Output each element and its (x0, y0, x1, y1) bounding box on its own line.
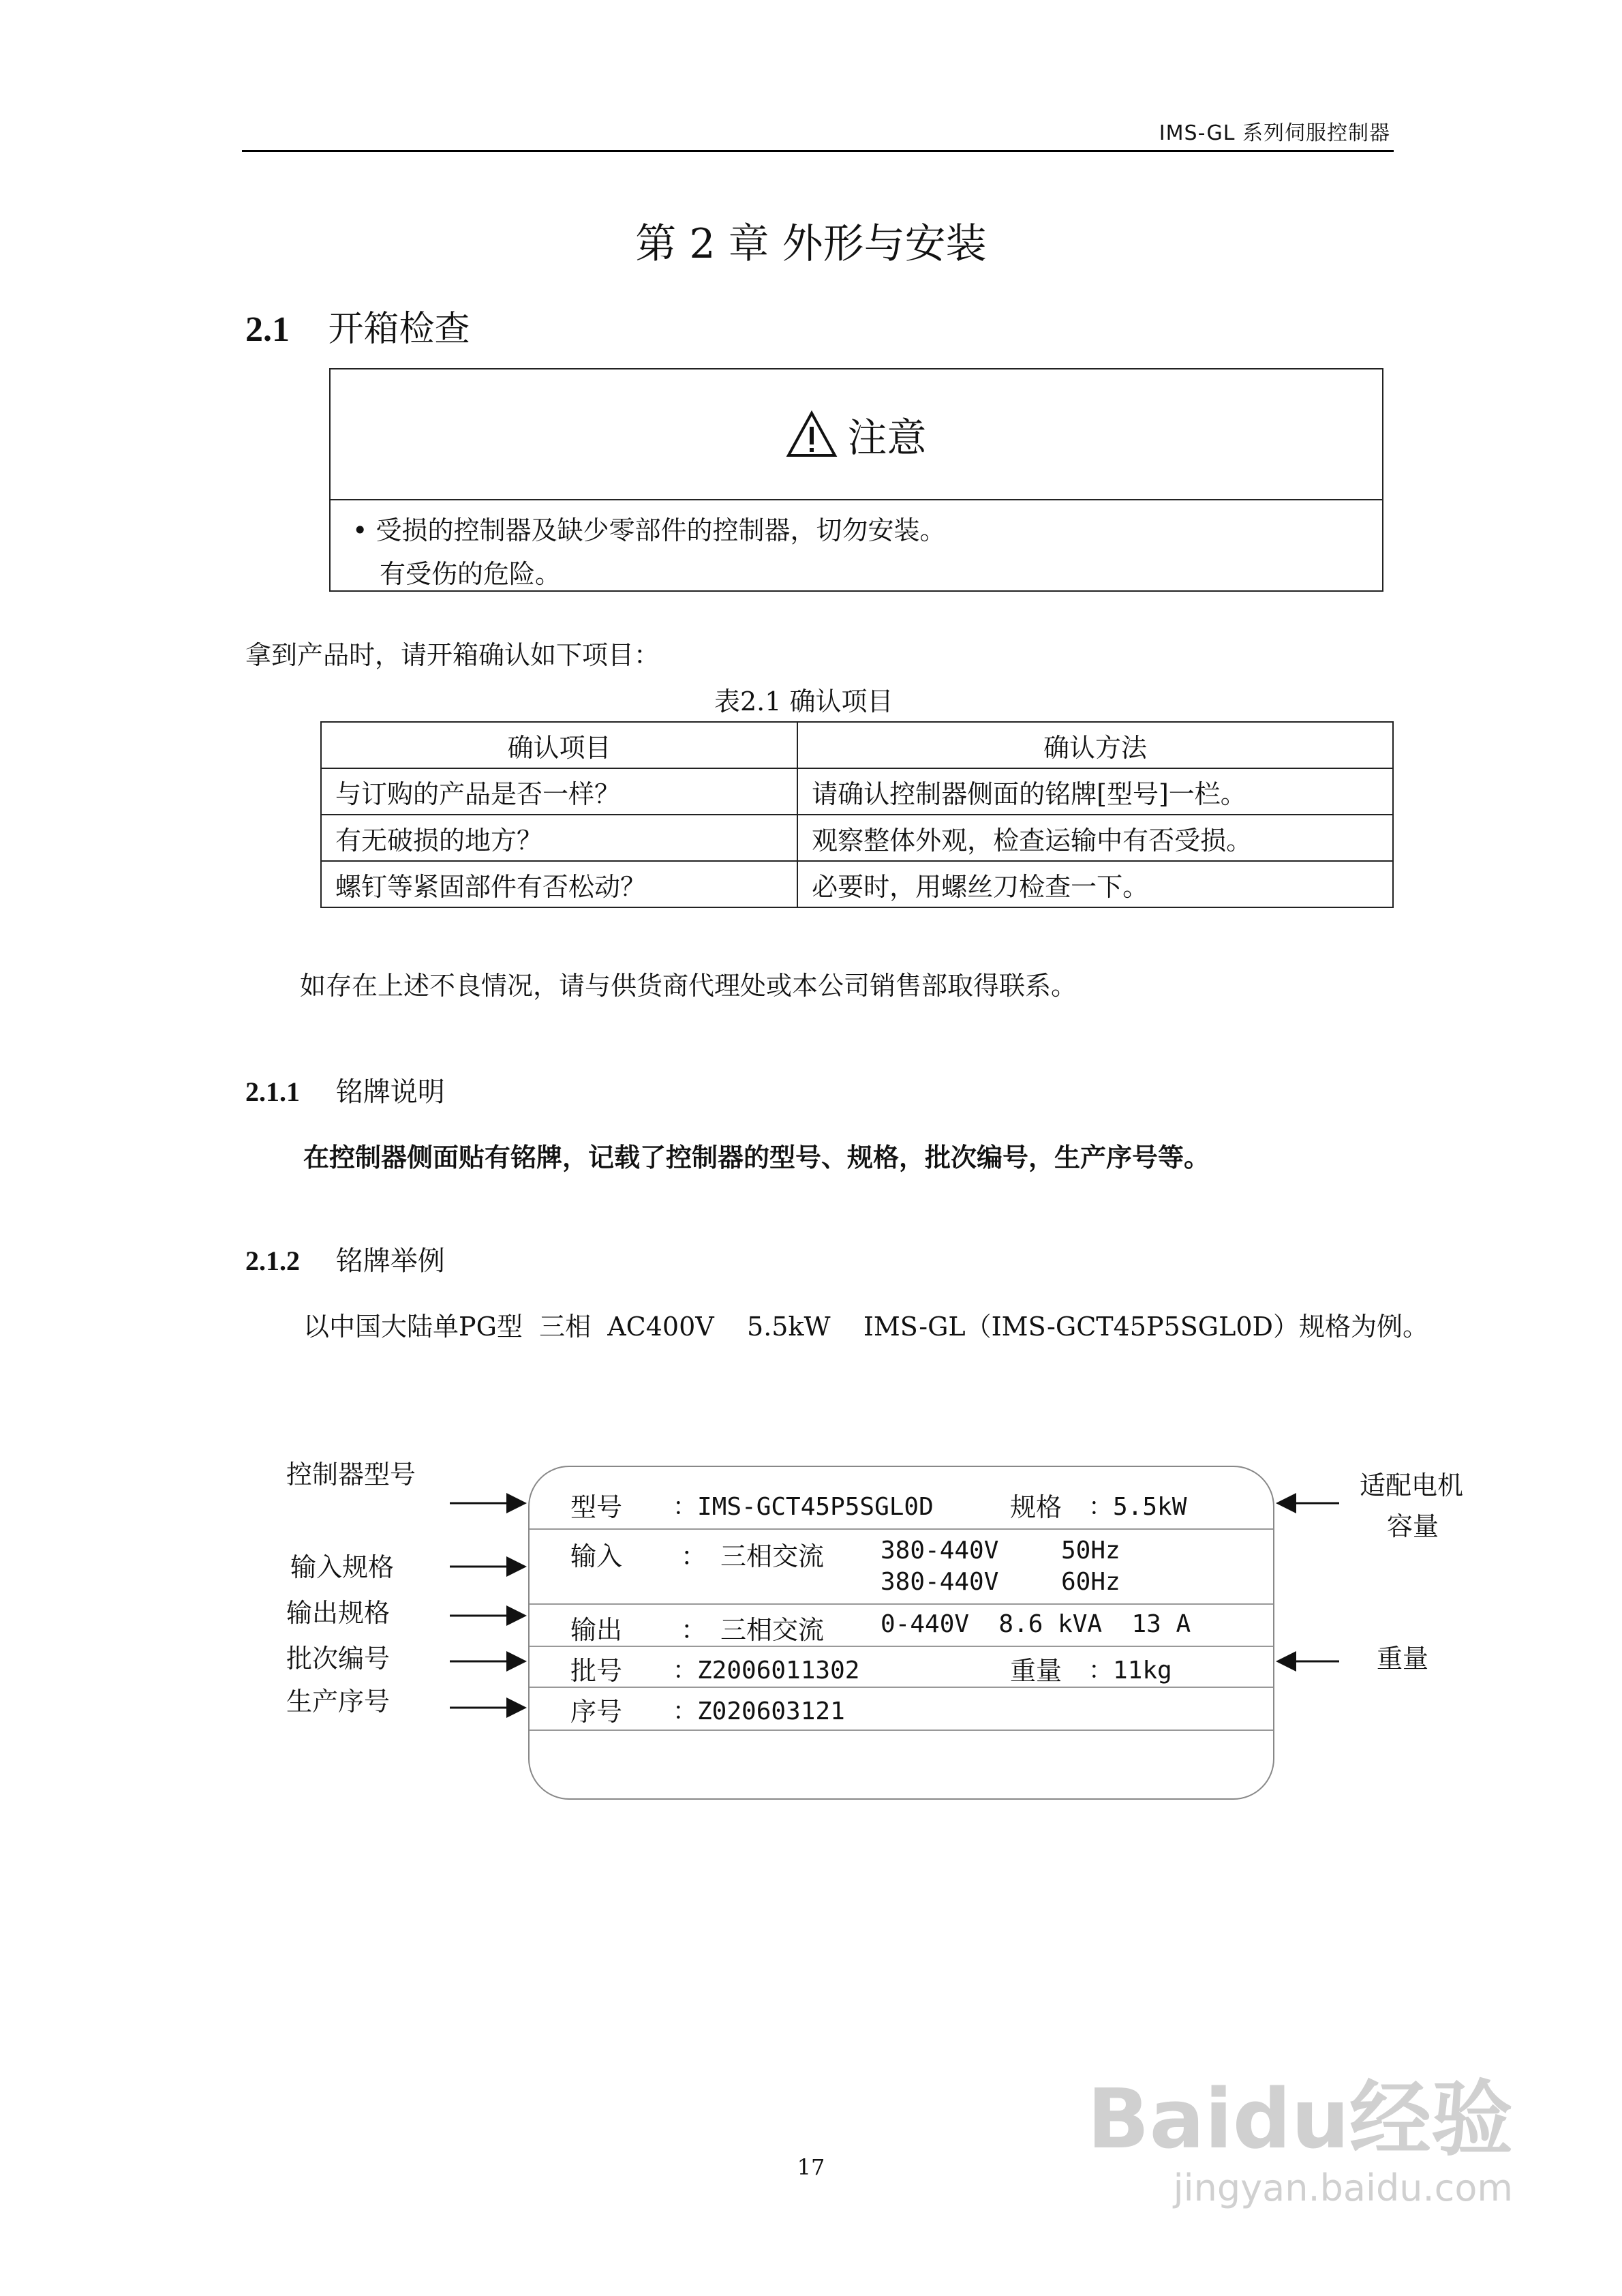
model-label: 型号 (570, 1492, 623, 1522)
batch-value: ：Z2006011302 (673, 1657, 860, 1685)
table-cell: 请确认控制器侧面的铭牌[型号]一栏。 (797, 768, 1393, 815)
section-number: 2.1 (245, 310, 290, 349)
callout-batch: 批次编号 (286, 1644, 391, 1674)
serial-label: 序号 (570, 1697, 623, 1727)
table-caption: 表2.1 确认项目 (714, 686, 893, 716)
section-title: 开箱检查 (328, 309, 470, 350)
model-value: ：IMS-GCT45P5SGL0D (673, 1493, 934, 1521)
output-value: 0-440V 8.6 kVA 13 A (881, 1610, 1191, 1638)
section-title: 铭牌举例 (335, 1245, 445, 1277)
output-phase: 三相交流 (720, 1615, 825, 1645)
callout-motor-capacity-2: 容量 (1387, 1511, 1439, 1541)
page-number: 17 (797, 2154, 825, 2180)
intro-text: 拿到产品时，请开箱确认如下项目： (245, 640, 660, 670)
section-2-1-1-body: 在控制器侧面贴有铭牌，记载了控制器的型号、规格，批次编号，生产序号等。 (303, 1142, 1210, 1173)
callout-weight: 重量 (1377, 1644, 1429, 1674)
caution-line-1: • 受损的控制器及缺少零部件的控制器，切勿安装。 (352, 515, 946, 545)
callout-model: 控制器型号 (286, 1460, 416, 1490)
weight-label: 重量 (1010, 1656, 1062, 1686)
callout-input: 输入规格 (290, 1552, 395, 1582)
table-cell: 必要时，用螺丝刀检查一下。 (797, 861, 1393, 907)
contact-note: 如存在上述不良情况，请与供货商代理处或本公司销售部取得联系。 (300, 971, 1077, 1001)
input-phase: 三相交流 (720, 1541, 825, 1571)
output-colon: ： (681, 1615, 707, 1645)
table-cell: 螺钉等紧固部件有否松动？ (321, 861, 797, 907)
section-title: 铭牌说明 (335, 1076, 445, 1108)
running-header: IMS-GL 系列伺服控制器 (1159, 121, 1390, 145)
watermark-url: jingyan.baidu.com (1173, 2166, 1513, 2209)
callout-motor-capacity-1: 适配电机 (1360, 1470, 1464, 1500)
table-cell: 观察整体外观，检查运输中有否受损。 (797, 815, 1393, 861)
table-header-cell: 确认方法 (797, 722, 1393, 768)
input-colon: ： (681, 1541, 707, 1571)
section-number: 2.1.1 (245, 1076, 300, 1107)
input-frequency-1: 50Hz (1061, 1537, 1120, 1565)
table-cell: 与订购的产品是否一样？ (321, 768, 797, 815)
caution-title: 注意 (847, 414, 927, 461)
batch-label: 批号 (570, 1656, 623, 1686)
input-voltage-1: 380-440V (881, 1537, 999, 1565)
callout-output: 输出规格 (286, 1598, 391, 1628)
input-voltage-2: 380-440V (881, 1568, 999, 1596)
callout-serial: 生产序号 (286, 1687, 391, 1717)
section-2-1-2-body: 以中国大陆单PG型 三相 AC400V 5.5kW IMS-GL（IMS-GCT45P5SGL0D）规格为例。 (303, 1312, 1428, 1342)
watermark-brand: Baidu经验 (1087, 2072, 1513, 2167)
section-number: 2.1.2 (245, 1245, 300, 1276)
spec-label: 规格 (1010, 1492, 1062, 1522)
caution-line-2: 有受伤的危险。 (380, 559, 562, 589)
weight-value: ：11kg (1088, 1657, 1172, 1685)
baidu-watermark (1087, 2072, 1513, 2216)
input-frequency-2: 60Hz (1061, 1568, 1120, 1596)
table-header-cell: 确认项目 (321, 722, 797, 768)
spec-value: ：5.5kW (1088, 1493, 1187, 1521)
input-label: 输入 (570, 1541, 623, 1571)
chapter-title: 第 2 章 外形与安装 (635, 220, 987, 268)
output-label: 输出 (570, 1615, 623, 1645)
table-cell: 有无破损的地方？ (321, 815, 797, 861)
serial-value: ：Z020603121 (673, 1697, 845, 1725)
